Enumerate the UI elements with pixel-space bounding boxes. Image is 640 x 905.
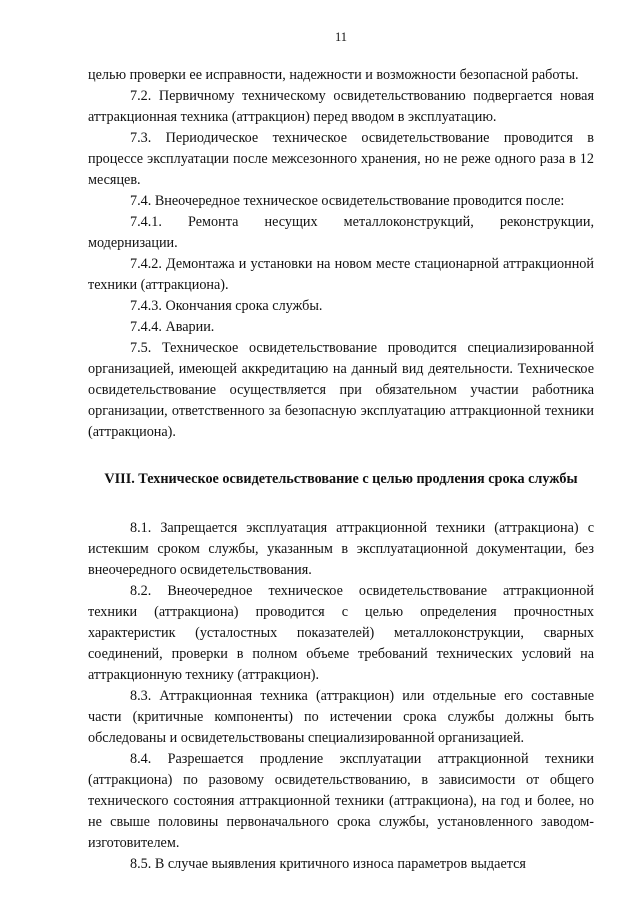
- paragraph-8-1: 8.1. Запрещается эксплуатация аттракционной техники (аттракциона) с истекшим сроком службы, указанным в эксплуатационной документации, без внеочередного освидетельствования.: [88, 520, 594, 578]
- section-7-body: [88, 65, 594, 443]
- paragraph-7-1-continuation: целью проверки ее исправности, надежности и возможности безопасной работы.: [88, 67, 579, 83]
- paragraph-8-4: 8.4. Разрешается продление эксплуатации аттракционной техники (аттракциона) по разовому освидетельствованию, в зависимости от общего технического состояния аттракционной техники (аттракциона), на год и более, но не свыше половины первоначального срока службы, установленного заводом-изготовителем.: [88, 751, 594, 851]
- paragraph-7-4-1: 7.4.1. Ремонта несущих металлоконструкций, реконструкции, модернизации.: [88, 214, 594, 251]
- paragraph-7-4: 7.4. Внеочередное техническое освидетельствование проводится после:: [130, 193, 565, 209]
- paragraph-7-2: 7.2. Первичному техническому освидетельствованию подвергается новая аттракционная техника (аттракцион) перед вводом в эксплуатацию.: [88, 88, 594, 125]
- section-8-title: VIII. Техническое освидетельствование с целью продления срока службы: [104, 471, 578, 487]
- page-number: 11: [334, 30, 348, 44]
- paragraph-8-2: 8.2. Внеочередное техническое освидетельствование аттракционной техники (аттракциона) проводится с целью определения прочностных характеристик (усталостных показателей) металлоконструкции, сварных соединений, проверки в полном объеме требований технических условий на аттракционную технику (аттракцион).: [88, 583, 594, 683]
- paragraph-7-5: 7.5. Техническое освидетельствование проводится специализированной организацией, имеющей аккредитацию на данный вид деятельности. Техническое освидетельствование осуществляется при обязательном участии работника организации, ответственного за безопасную эксплуатацию аттракционной техники (аттракциона).: [88, 340, 594, 440]
- paragraph-8-3: 8.3. Аттракционная техника (аттракцион) или отдельные его составные части (критичные компоненты) по истечении срока службы должны быть обследованы и освидетельствованы специализированной организацией.: [88, 688, 594, 746]
- paragraph-7-4-3: 7.4.3. Окончания срока службы.: [130, 298, 323, 314]
- paragraph-7-4-4: 7.4.4. Аварии.: [130, 319, 215, 335]
- paragraph-8-5: 8.5. В случае выявления критичного износа параметров выдается: [130, 856, 526, 872]
- paragraph-7-3: 7.3. Периодическое техническое освидетельствование проводится в процессе эксплуатации после межсезонного хранения, но не реже одного раза в 12 месяцев.: [88, 130, 594, 188]
- section-8-body: [88, 518, 594, 875]
- paragraph-7-4-2: 7.4.2. Демонтажа и установки на новом месте стационарной аттракционной техники (аттракциона).: [88, 256, 594, 293]
